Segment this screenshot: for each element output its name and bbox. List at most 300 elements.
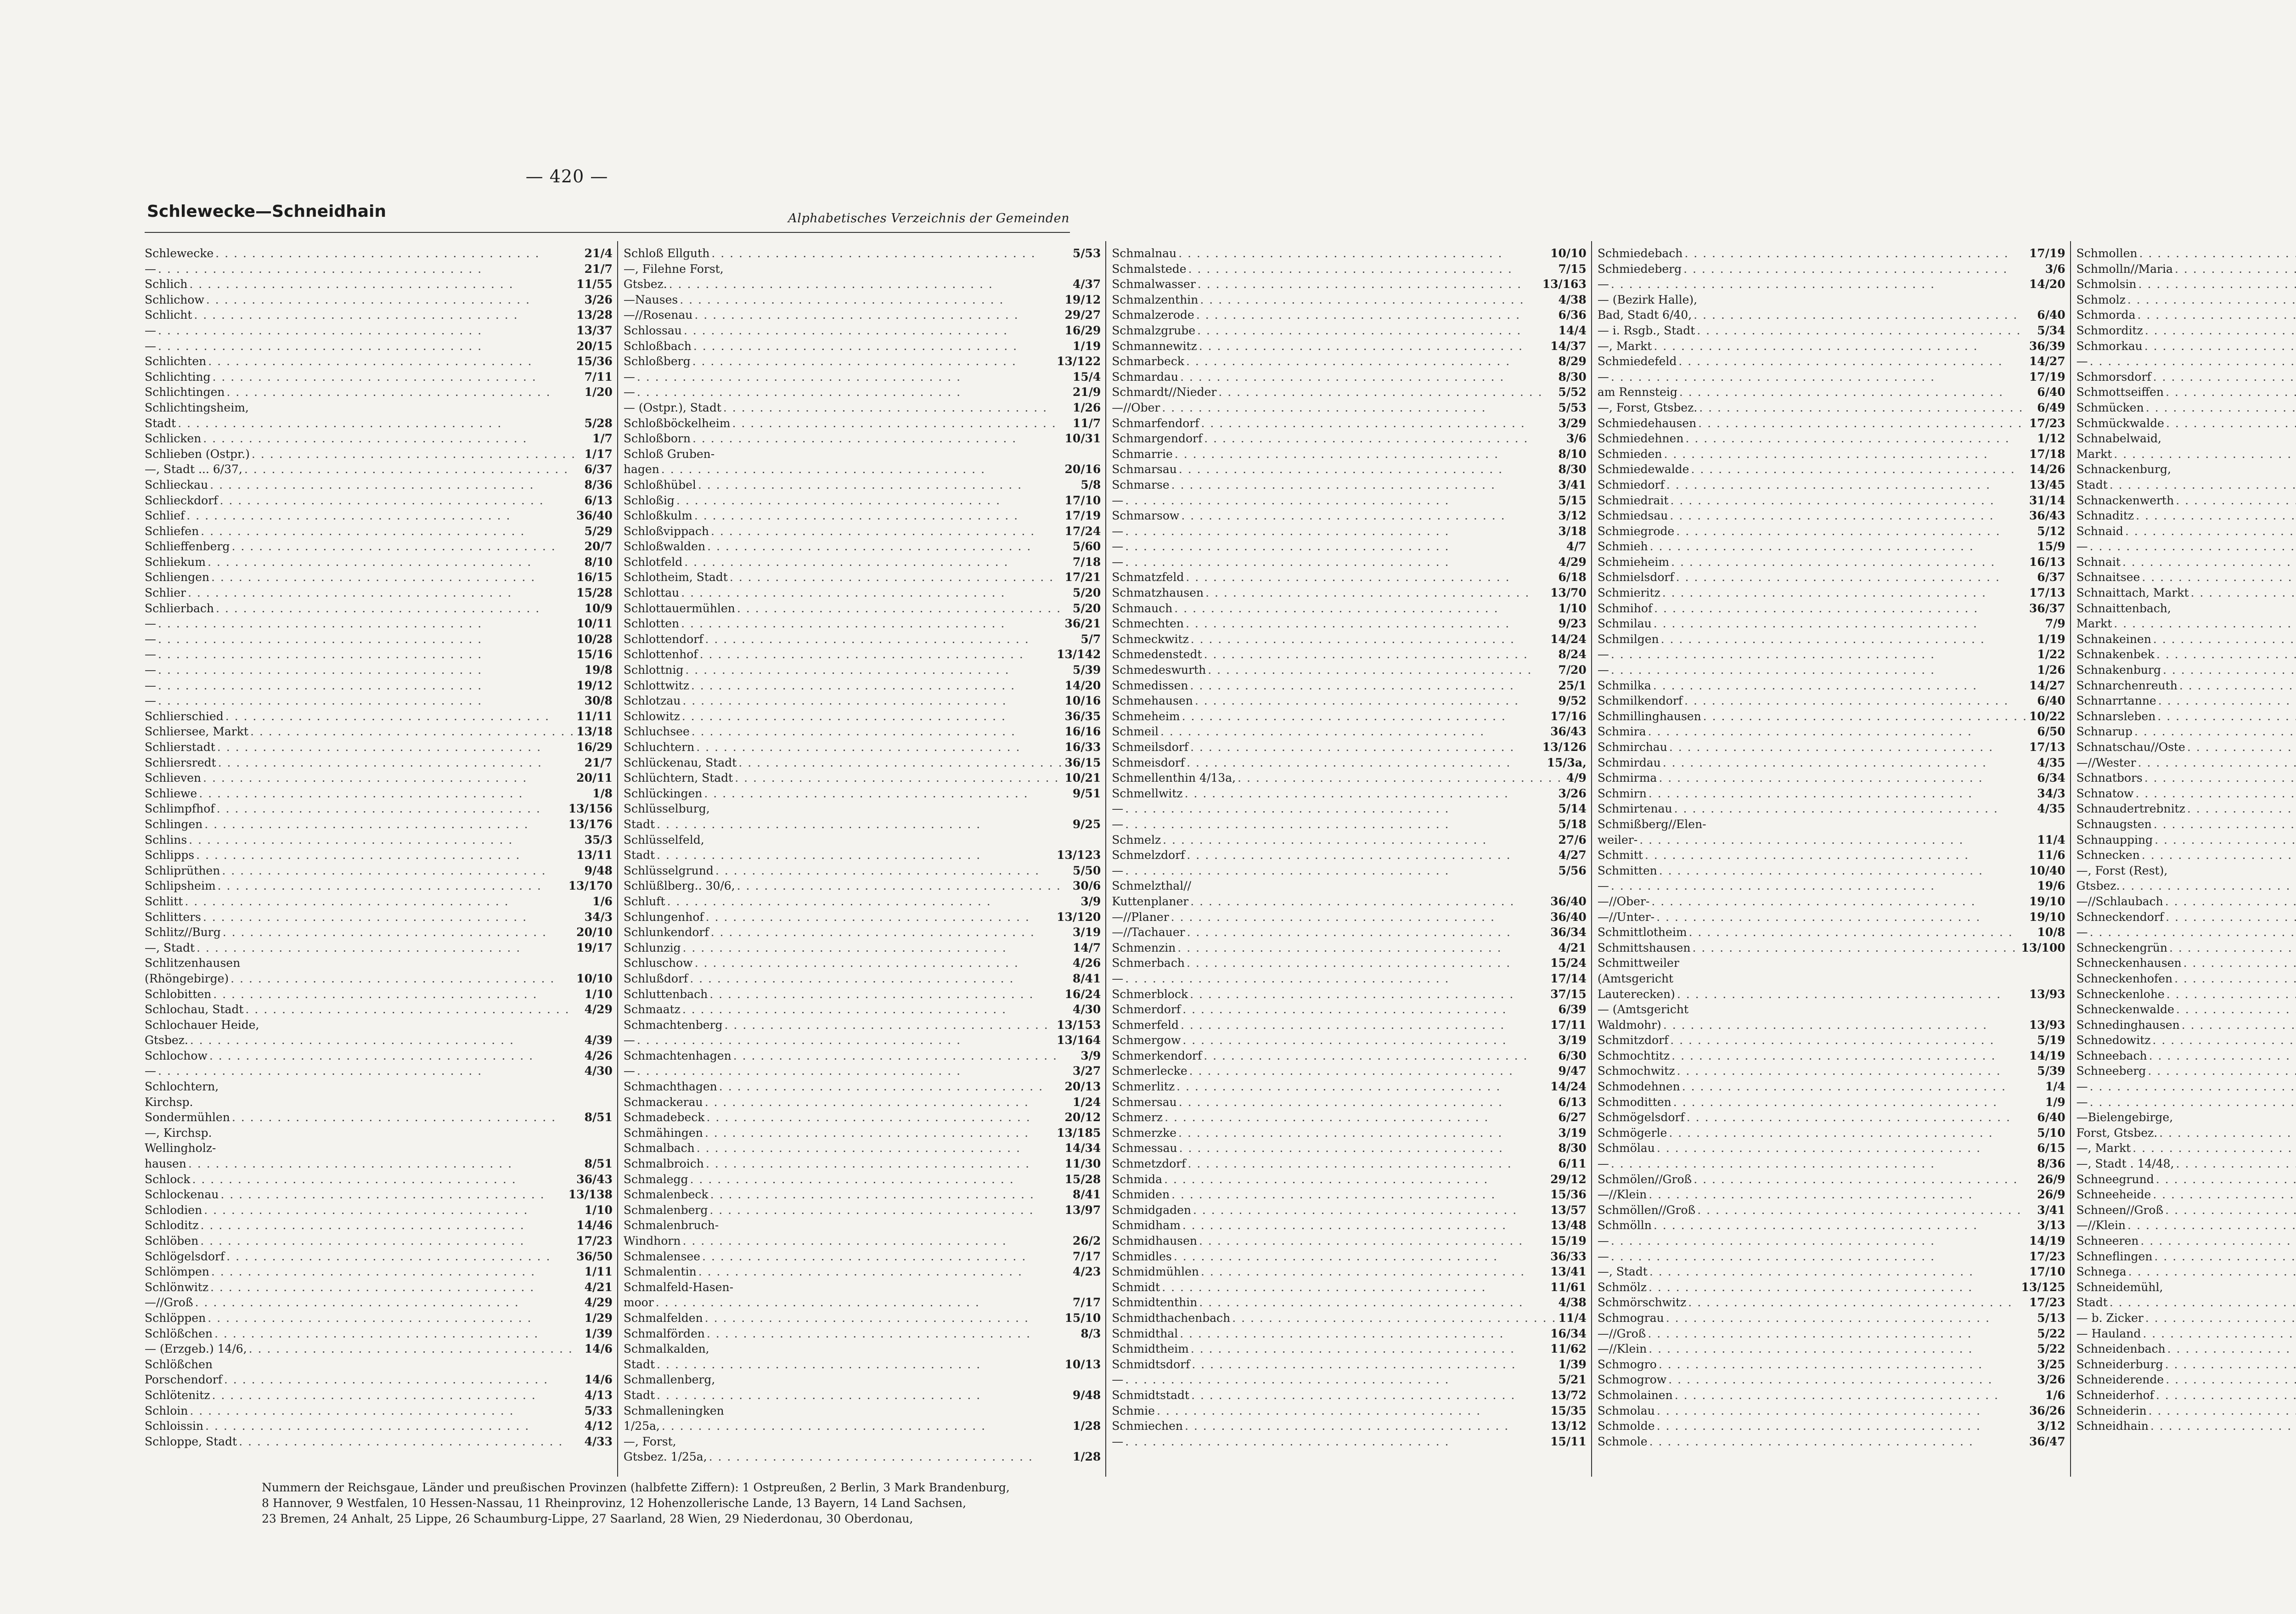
entry-name: Schlotheim, Stadt xyxy=(623,570,728,584)
index-entry xyxy=(1112,1233,1587,1249)
entry-reference: 36/43 xyxy=(2029,509,2065,523)
entry-name: —, Forst, Gtsbez. xyxy=(1597,401,1698,414)
entry-reference: 13/153 xyxy=(1057,1018,1101,1032)
leader-dots xyxy=(2122,554,2296,570)
entry-name: —, Stadt xyxy=(145,941,195,954)
index-entry xyxy=(2077,416,2296,431)
entry-name: Schlobitten xyxy=(145,987,212,1001)
entry-name: Schlunkendorf xyxy=(623,926,709,939)
leader-dots xyxy=(711,246,1071,261)
index-entry xyxy=(1112,801,1587,817)
entry-name: Schmitten xyxy=(1597,863,1657,877)
entry-name: Schmalegg xyxy=(623,1172,688,1186)
entry-name: Schmerkendorf xyxy=(1112,1049,1202,1062)
leader-dots xyxy=(223,925,574,940)
entry-name: Schmodehnen xyxy=(1597,1080,1680,1094)
entry-name: Schloßbach xyxy=(623,339,692,353)
entry-reference: 14/27 xyxy=(2029,355,2065,368)
leader-dots xyxy=(204,817,567,832)
leader-dots xyxy=(723,400,1071,416)
entry-name: — (Bezirk Halle), xyxy=(1597,293,1698,306)
entry-name: Gtsbez. xyxy=(145,1033,188,1047)
leader-dots xyxy=(1179,1140,1557,1156)
entry-name: Schnaditz xyxy=(2076,509,2134,523)
leader-dots xyxy=(1693,940,2020,956)
entry-name: Schmida xyxy=(1112,1172,1163,1186)
index-entry xyxy=(624,755,1101,771)
entry-name: Schmalzgrube xyxy=(1112,323,1196,337)
entry-name: Schmidles xyxy=(1112,1249,1172,1263)
entry-reference: 16/24 xyxy=(1064,987,1101,1001)
leader-dots xyxy=(1185,1418,1548,1434)
index-entry xyxy=(1598,246,2065,261)
index-entry xyxy=(2077,863,2296,879)
entry-reference: 17/11 xyxy=(1550,1018,1587,1032)
leader-dots xyxy=(1125,524,1556,539)
entry-reference: 36/40 xyxy=(576,509,613,523)
leader-dots xyxy=(189,277,574,292)
index-entry xyxy=(1598,570,2065,585)
entry-name: Schliersee, Markt xyxy=(145,725,248,739)
leader-dots xyxy=(250,724,574,739)
index-entry xyxy=(145,1218,613,1233)
entry-name: Schneckenhofen xyxy=(2076,971,2173,985)
index-entry xyxy=(624,817,1101,832)
entry-name: Schmerz xyxy=(1112,1111,1163,1124)
index-entry xyxy=(1112,632,1587,647)
index-entry xyxy=(1112,524,1587,539)
leader-dots xyxy=(1678,354,2027,369)
index-entry xyxy=(1112,678,1587,694)
entry-name: Schnakeinen xyxy=(2076,632,2151,646)
index-entry xyxy=(145,925,613,940)
entry-reference: 11/30 xyxy=(1064,1157,1101,1171)
index-entry xyxy=(145,323,613,339)
entry-name: Schlötenitz xyxy=(145,1388,210,1402)
entry-name: Stadt xyxy=(145,416,176,430)
entry-reference: 1/20 xyxy=(584,385,613,399)
entry-name: Schlingen xyxy=(145,817,203,831)
entry-name: —Nauses xyxy=(623,293,678,306)
entry-reference: 5/12 xyxy=(2037,524,2065,538)
index-entry xyxy=(624,292,1101,308)
index-entry xyxy=(2077,246,2296,261)
leader-dots xyxy=(691,678,1063,694)
leader-dots xyxy=(1179,462,1557,477)
entry-reference: 4/33 xyxy=(584,1434,613,1448)
index-entry xyxy=(2077,1017,2296,1033)
entry-name: Schmillinghausen xyxy=(1597,709,1701,723)
entry-name: Schnakenburg xyxy=(2076,663,2161,677)
entry-reference: 36/37 xyxy=(2029,601,2065,615)
leader-dots xyxy=(693,339,1071,354)
index-entry xyxy=(1598,1187,2065,1202)
entry-name: Schmie xyxy=(1112,1404,1155,1417)
entry-reference: 11/11 xyxy=(576,709,613,723)
entry-reference: 13/125 xyxy=(2021,1280,2065,1294)
index-entry xyxy=(1112,894,1587,909)
entry-name: Schlockenau xyxy=(145,1188,219,1202)
entry-reference: 4/35 xyxy=(2037,802,2065,816)
index-entry xyxy=(1112,817,1587,832)
index-entry xyxy=(145,1310,613,1326)
leader-dots xyxy=(1185,786,1557,801)
entry-name: Schnarup xyxy=(2076,725,2133,739)
entry-reference: 17/16 xyxy=(1550,709,1587,723)
index-entry xyxy=(624,1341,1101,1357)
entry-name: Schmielsdorf xyxy=(1597,570,1674,584)
entry-reference: 17/19 xyxy=(1064,509,1101,523)
running-head: Schlewecke—Schneidhain xyxy=(147,202,386,221)
index-entry xyxy=(624,1063,1101,1079)
entry-reference: 15/4 xyxy=(1072,370,1101,384)
entry-reference: 4/39 xyxy=(584,1033,613,1047)
entry-name: —//Groß xyxy=(1597,1326,1646,1340)
index-entry xyxy=(2077,431,2296,446)
leader-dots xyxy=(206,292,583,308)
index-entry xyxy=(2077,585,2296,601)
index-entry xyxy=(2077,987,2296,1002)
entry-reference: 3/27 xyxy=(1072,1064,1101,1078)
entry-name: Schliewe xyxy=(145,786,197,800)
entry-reference: 7/15 xyxy=(1558,262,1587,276)
index-entry xyxy=(2077,925,2296,940)
entry-reference: 13/176 xyxy=(568,817,613,831)
index-entry xyxy=(624,277,1101,292)
leader-dots xyxy=(1683,261,2043,277)
index-entry xyxy=(624,1295,1101,1310)
index-entry xyxy=(145,416,613,431)
leader-dots xyxy=(637,1033,1055,1048)
index-entry xyxy=(1598,739,2065,755)
index-entry xyxy=(1598,940,2065,956)
index-entry xyxy=(1598,1140,2065,1156)
leader-dots xyxy=(217,801,567,817)
index-entry xyxy=(145,1172,613,1187)
leader-dots xyxy=(1187,925,1549,940)
entry-name: Schlottendorf xyxy=(623,632,703,646)
entry-reference: 8/10 xyxy=(584,555,613,569)
index-entry xyxy=(1112,554,1587,570)
entry-name: Schlungenhof xyxy=(623,910,704,924)
leader-dots xyxy=(1208,662,1556,678)
index-entry xyxy=(2077,1002,2296,1017)
leader-dots xyxy=(1697,323,2035,339)
leader-dots xyxy=(195,1295,583,1310)
index-entry xyxy=(624,585,1101,601)
leader-dots xyxy=(706,1156,1063,1172)
leader-dots xyxy=(684,323,1063,339)
entry-reference: 16/29 xyxy=(576,740,613,754)
entry-name: Schmidtenthin xyxy=(1112,1296,1198,1309)
entry-reference: 13/41 xyxy=(1550,1265,1587,1279)
entry-name: Schmole xyxy=(1597,1434,1648,1448)
entry-reference: 5/53 xyxy=(1072,247,1101,260)
entry-name: Schmirdau xyxy=(1597,756,1661,769)
index-entry xyxy=(624,339,1101,354)
leader-dots xyxy=(1657,1403,2027,1419)
entry-reference: 1/26 xyxy=(1072,401,1101,414)
index-entry xyxy=(2077,1341,2296,1357)
leader-dots xyxy=(2159,1125,2296,1141)
entry-name: Schlieckau xyxy=(145,478,208,491)
entry-name: Stadt xyxy=(623,1357,655,1371)
entry-reference: 6/37 xyxy=(2037,570,2065,584)
index-entry xyxy=(624,1449,1101,1465)
entry-name: — xyxy=(623,1064,635,1078)
entry-reference: 36/39 xyxy=(2029,339,2065,353)
entry-reference: 15/10 xyxy=(1064,1311,1101,1325)
entry-reference: 5/20 xyxy=(1072,601,1101,615)
index-entry xyxy=(1112,1202,1587,1218)
leader-dots xyxy=(1204,1048,1556,1064)
index-entry xyxy=(145,1017,613,1033)
leader-dots xyxy=(1180,369,1556,385)
leader-dots xyxy=(1648,1326,2035,1342)
entry-reference: 3/9 xyxy=(1080,1049,1101,1062)
index-entry xyxy=(1598,261,2065,277)
leader-dots xyxy=(1669,1125,2035,1141)
leader-dots xyxy=(214,1326,583,1342)
entry-reference: 3/12 xyxy=(1558,509,1587,523)
entry-reference: 3/9 xyxy=(1080,894,1101,908)
leader-dots xyxy=(2158,693,2296,709)
entry-reference: 15/9 xyxy=(2037,540,2065,553)
entry-name: Schmitt xyxy=(1597,848,1643,862)
index-entry xyxy=(1112,1063,1587,1079)
entry-name: Schmalstede xyxy=(1112,262,1187,276)
leader-dots xyxy=(205,1418,583,1434)
entry-name: Schmidham xyxy=(1112,1219,1181,1232)
entry-reference: 1/39 xyxy=(1558,1357,1587,1371)
index-entry xyxy=(145,909,613,925)
index-entry xyxy=(1112,354,1587,369)
index-entry xyxy=(2077,1110,2296,1125)
index-entry xyxy=(1112,786,1587,801)
entry-reference: 20/15 xyxy=(576,339,613,353)
entry-reference: 6/40 xyxy=(2037,1111,2065,1124)
entry-reference: 1/11 xyxy=(584,1265,613,1279)
index-entry xyxy=(2077,1156,2296,1172)
leader-dots xyxy=(1192,1357,1556,1372)
index-entry xyxy=(1598,1357,2065,1372)
leader-dots xyxy=(1649,1280,2020,1295)
entry-reference: 3/29 xyxy=(1558,416,1587,430)
index-entry xyxy=(624,709,1101,724)
entry-name: Stadt xyxy=(623,848,655,862)
index-entry xyxy=(145,601,613,616)
entry-name: Schlichten xyxy=(145,355,207,368)
index-entry xyxy=(1598,1418,2065,1434)
leader-dots xyxy=(1181,1017,1548,1033)
index-entry xyxy=(1598,878,2065,894)
entry-name: Schmittlotheim xyxy=(1597,926,1687,939)
leader-dots xyxy=(1684,693,2035,709)
entry-name: Schneeheide xyxy=(2076,1188,2151,1202)
entry-reference: 34/3 xyxy=(584,910,613,924)
entry-name: Schlierschied xyxy=(145,709,224,723)
index-entry xyxy=(145,1341,613,1357)
entry-name: Schmidt xyxy=(1112,1280,1160,1294)
entry-name: Schmidtstadt xyxy=(1112,1388,1190,1402)
index-entry xyxy=(2077,277,2296,292)
entry-name: Schmiedebach xyxy=(1597,247,1683,260)
entry-reference: 36/43 xyxy=(1550,725,1587,739)
index-entry xyxy=(1112,847,1587,863)
leader-dots xyxy=(2167,987,2296,1002)
entry-reference: 17/10 xyxy=(1064,493,1101,507)
entry-name: Schmalzerode xyxy=(1112,308,1194,322)
entry-name: moor xyxy=(623,1296,654,1309)
entry-reference: 4/37 xyxy=(1072,277,1101,291)
entry-name: Schlottnig xyxy=(623,663,684,677)
leader-dots xyxy=(1657,1418,2036,1434)
entry-name: Schlichow xyxy=(145,293,204,306)
leader-dots xyxy=(1160,724,1548,739)
leader-dots xyxy=(2127,1218,2296,1233)
entry-name: Schmalfelden xyxy=(623,1311,703,1325)
index-entry xyxy=(1598,400,2065,416)
entry-reference: 14/19 xyxy=(2029,1234,2065,1247)
entry-name: Schlicht xyxy=(145,308,192,322)
entry-name: Schmidthachenbach xyxy=(1112,1311,1231,1325)
entry-name: Schmenzin xyxy=(1112,941,1176,954)
entry-name: Schmehausen xyxy=(1112,694,1193,708)
index-entry xyxy=(145,894,613,909)
entry-name: —, Stadt ... 6/37, xyxy=(145,463,242,476)
entry-name: Schluft xyxy=(623,894,665,908)
leader-dots xyxy=(1182,1218,1548,1233)
entry-reference: 15/35 xyxy=(1550,1404,1587,1417)
leader-dots xyxy=(1180,1326,1548,1342)
leader-dots xyxy=(1648,724,2036,739)
leader-dots xyxy=(694,508,1063,524)
entry-reference: 15/28 xyxy=(576,586,613,600)
leader-dots xyxy=(1649,786,2036,801)
entry-name: Schlückingen xyxy=(623,786,703,800)
leader-dots xyxy=(2176,1002,2296,1017)
entry-reference: 6/13 xyxy=(1558,1095,1587,1109)
entry-reference: 17/14 xyxy=(1550,971,1587,985)
entry-reference: 14/6 xyxy=(584,1342,613,1356)
entry-name: Schmalbroich xyxy=(623,1157,704,1171)
index-entry xyxy=(2077,817,2296,832)
index-entry xyxy=(1598,1125,2065,1141)
index-entry xyxy=(1112,431,1587,446)
leader-dots xyxy=(2165,1202,2296,1218)
entry-reference: 1/29 xyxy=(584,1311,613,1325)
entry-name: Schlipsheim xyxy=(145,879,216,893)
index-entry xyxy=(1598,1063,2065,1079)
index-entry xyxy=(2077,801,2296,817)
index-entry xyxy=(624,1418,1101,1434)
entry-name: —Bielengebirge, xyxy=(2076,1111,2173,1124)
entry-reference: 19/8 xyxy=(584,663,613,677)
entry-name: Schmeisdorf xyxy=(1112,756,1185,769)
leader-dots xyxy=(178,416,582,431)
leader-dots xyxy=(1195,693,1557,709)
leader-dots xyxy=(1654,339,2027,354)
index-entry xyxy=(145,1326,613,1342)
leader-dots xyxy=(696,739,1063,755)
leader-dots xyxy=(1201,1264,1548,1280)
entry-name: Schloßberg xyxy=(623,355,691,368)
leader-dots xyxy=(715,863,1071,879)
leader-dots xyxy=(245,1002,582,1017)
entry-name: Schnecken xyxy=(2076,848,2140,862)
entry-reference: 13/18 xyxy=(576,725,613,739)
index-entry xyxy=(624,1202,1101,1218)
entry-name: Schmiedrait xyxy=(1597,493,1669,507)
entry-name: Schliersredt xyxy=(145,756,216,769)
leader-dots xyxy=(1676,524,2035,539)
entry-name: Lauterecken) xyxy=(1597,987,1675,1001)
index-entry xyxy=(624,647,1101,662)
entry-reference: 1/6 xyxy=(592,894,613,908)
entry-name: Schmücken xyxy=(2076,401,2144,414)
index-entry xyxy=(145,801,613,817)
entry-name: Schlitzenhausen xyxy=(145,956,241,970)
index-entry xyxy=(2077,384,2296,400)
leader-dots xyxy=(1670,508,2027,524)
index-entry xyxy=(624,1125,1101,1141)
entry-name: Schmölen//Groß xyxy=(1597,1172,1692,1186)
index-entry xyxy=(145,786,613,801)
entry-name: Schluschow xyxy=(623,956,693,970)
index-entry xyxy=(2077,786,2296,801)
entry-reference: 16/16 xyxy=(1064,725,1101,739)
entry-reference: 16/33 xyxy=(1064,740,1101,754)
leader-dots xyxy=(1611,277,2027,292)
index-entry xyxy=(1112,739,1587,755)
footnote xyxy=(262,1480,1070,1527)
index-entry xyxy=(1598,693,2065,709)
leader-dots xyxy=(2137,307,2296,323)
leader-dots xyxy=(2090,539,2296,554)
entry-reference: 1/19 xyxy=(1072,339,1101,353)
entry-reference: 19/10 xyxy=(2029,894,2065,908)
entry-name: — xyxy=(1112,555,1124,569)
leader-dots xyxy=(212,369,582,385)
leader-dots xyxy=(213,987,582,1002)
leader-dots xyxy=(199,786,591,801)
entry-name: Schmochwitz xyxy=(1597,1064,1675,1078)
index-entry xyxy=(2077,1295,2296,1310)
leader-dots xyxy=(685,662,1071,678)
index-entry xyxy=(624,616,1101,632)
index-entry xyxy=(2077,1095,2296,1110)
entry-name: Schmerfeld xyxy=(1112,1018,1179,1032)
leader-dots xyxy=(225,709,574,724)
entry-name: Schmogrow xyxy=(1597,1373,1667,1387)
index-entry xyxy=(624,307,1101,323)
entry-name: Schmirchau xyxy=(1597,740,1667,754)
leader-dots xyxy=(682,1002,1071,1017)
index-entry xyxy=(1598,508,2065,524)
index-entry xyxy=(2077,1079,2296,1095)
index-entry xyxy=(624,847,1101,863)
entry-reference: 11/6 xyxy=(2037,848,2065,862)
entry-reference: 5/18 xyxy=(1558,817,1587,831)
entry-name: Schlüsselburg, xyxy=(623,802,710,816)
leader-dots xyxy=(188,1156,583,1172)
index-entry xyxy=(1112,724,1587,739)
entry-reference: 20/10 xyxy=(576,926,613,939)
entry-reference: 17/24 xyxy=(1064,524,1101,538)
entry-reference: 13/37 xyxy=(576,323,613,337)
leader-dots xyxy=(1177,940,1556,956)
entry-name: Schloß Gruben- xyxy=(623,447,715,461)
